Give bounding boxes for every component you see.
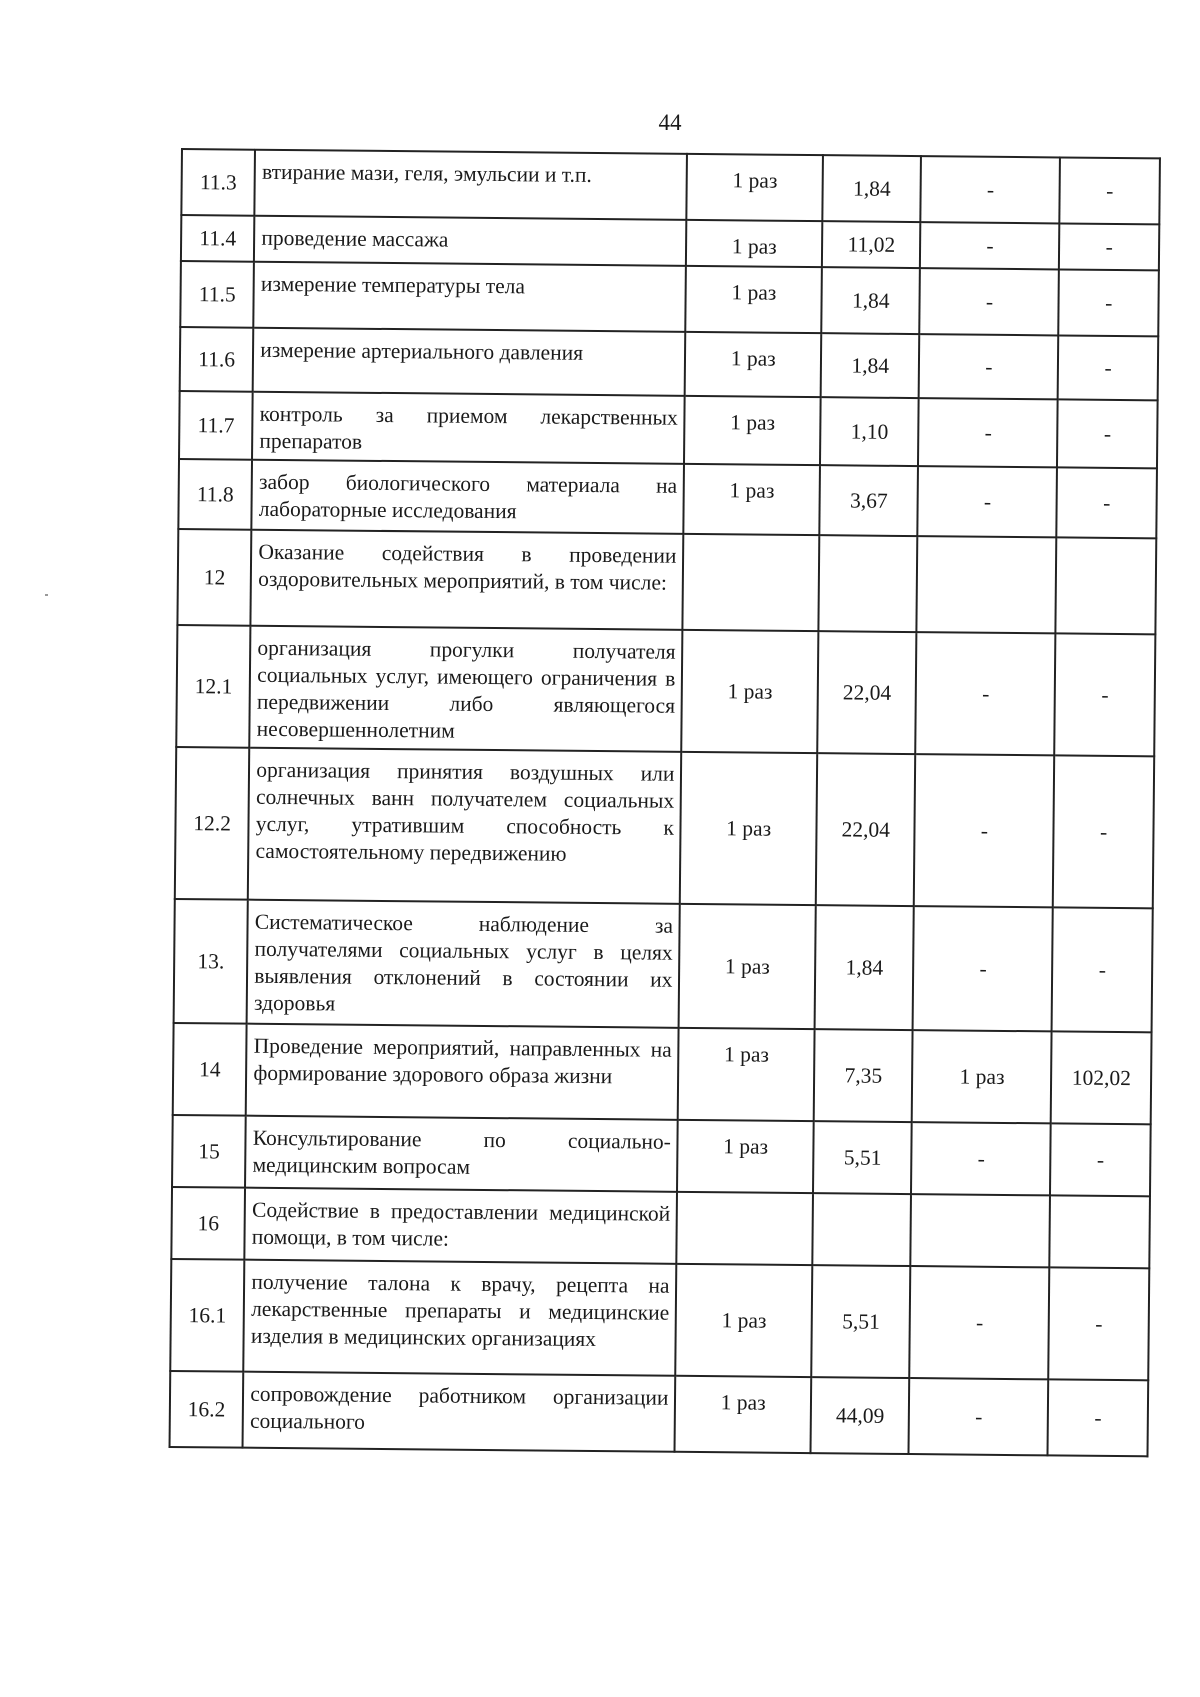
service-description-cell: организация принятия воздушных или солнечных ванн получателем социальных услуг, утратившим способность к самостоятельному передвижению [248,748,682,904]
frequency-cell: 1 раз [686,220,822,267]
secondary-frequency-cell: - [918,466,1058,537]
row-number-cell: 11.3 [181,149,255,216]
row-number-cell: 11.6 [180,327,254,392]
table-body [170,149,1160,1456]
tariff-value-cell: 1,84 [815,905,915,1030]
secondary-frequency-cell: - [913,906,1053,1031]
row-number-cell: 11.5 [180,261,254,328]
table-row [173,1023,1152,1124]
tariff-value-cell: 22,04 [816,753,916,906]
tariff-value-cell: 7,35 [814,1029,913,1122]
tariff-value-cell: 11,02 [822,221,921,268]
page-number: 44 [658,110,682,135]
service-description-cell: забор биологического материала на лабораторные исследования [252,460,685,534]
service-description-cell: проведение массажа [254,216,687,266]
tariff-value-cell: 1,84 [822,155,921,222]
row-number-cell: 16 [171,1187,245,1260]
service-description-cell: Содействие в предоставлении медицинской помощи, в том числе: [245,1188,678,1264]
service-description-cell: Консультирование по социально-медицинским вопросам [245,1116,678,1192]
secondary-value-cell: 102,02 [1051,1031,1151,1124]
frequency-cell: 1 раз [684,396,820,465]
table-row [172,1115,1151,1196]
row-number-cell: 12.2 [175,747,250,900]
secondary-value-cell: - [1055,633,1156,756]
secondary-frequency-cell: - [914,754,1054,907]
tariff-value-cell: 44,09 [811,1377,910,1454]
frequency-cell: 1 раз [680,752,817,905]
frequency-cell [683,534,820,631]
secondary-frequency-cell: - [919,334,1059,399]
frequency-cell [677,1192,813,1265]
table-row [178,459,1157,538]
tariff-value-cell: 1,84 [821,267,920,334]
service-description-cell: втирание мази, геля, эмульсии и т.п. [255,150,688,220]
service-description-cell: сопровождение работником организации социального [243,1372,676,1452]
frequency-cell: 1 раз [687,154,823,221]
service-description-cell: Проведение мероприятий, направленных на формирование здорового образа жизни [246,1024,679,1120]
secondary-value-cell: - [1057,399,1157,468]
frequency-cell: 1 раз [686,266,822,333]
frequency-cell: 1 раз [677,1120,813,1193]
services-tariff-table [169,148,1161,1457]
secondary-frequency-cell: - [921,156,1061,223]
frequency-cell: 1 раз [676,1264,813,1377]
table-row [177,529,1156,634]
service-description-cell: получение талона к врачу, рецепта на лекарственные препараты и медицинские изделия в медицинских организациях [244,1260,677,1376]
frequency-cell: 1 раз [682,630,819,753]
table-row [181,149,1160,224]
secondary-value-cell: - [1052,907,1153,1032]
service-description-cell: контроль за приемом лекарственных препаратов [252,392,685,464]
row-number-cell: 11.7 [179,391,253,460]
row-number-cell: 12 [177,529,251,626]
table-row [176,625,1155,756]
secondary-frequency-cell: - [911,1122,1051,1195]
secondary-value-cell: - [1049,1267,1150,1380]
secondary-frequency-cell: - [920,222,1059,269]
services-table-wrapper [169,148,1161,1457]
service-description-cell: измерение артериального давления [253,328,686,396]
secondary-frequency-cell: - [916,632,1056,755]
table-row [180,261,1159,336]
scan-speck [45,594,48,596]
secondary-frequency-cell: - [918,398,1058,467]
service-description-cell: организация прогулки получателя социальных услуг, имеющего ограничения в передвижении либо являющегося несовершеннолетним [250,626,683,752]
table-row [170,1259,1149,1380]
secondary-frequency-cell: - [920,268,1060,335]
secondary-frequency-cell: 1 раз [912,1030,1052,1123]
frequency-cell: 1 раз [678,1028,815,1121]
service-description-cell: измерение температуры тела [254,262,687,332]
secondary-value-cell: - [1050,1123,1150,1196]
secondary-frequency-cell [911,1194,1051,1267]
secondary-value-cell: - [1058,335,1158,400]
secondary-frequency-cell [917,536,1057,633]
frequency-cell: 1 раз [685,332,821,397]
secondary-value-cell: - [1060,157,1160,224]
row-number-cell: 11.4 [181,215,255,262]
table-row [171,1187,1150,1268]
secondary-frequency-cell: - [910,1266,1050,1379]
row-number-cell: 16.2 [170,1371,244,1448]
tariff-value-cell: 5,51 [813,1121,912,1194]
row-number-cell: 16.1 [170,1259,244,1372]
tariff-value-cell: 1,84 [821,333,920,398]
tariff-value-cell [818,535,917,632]
secondary-frequency-cell: - [909,1378,1049,1455]
table-row [179,391,1158,468]
row-number-cell: 11.8 [178,459,252,530]
table-row [175,747,1154,908]
secondary-value-cell: - [1057,467,1157,538]
row-number-cell: 13. [174,899,248,1024]
service-description-cell: Оказание содействия в проведении оздоровительных мероприятий, в том числе: [251,530,684,630]
tariff-value-cell: 1,10 [820,397,919,466]
row-number-cell: 14 [173,1023,247,1116]
tariff-value-cell [812,1193,911,1266]
table-row [174,899,1153,1032]
secondary-value-cell: - [1048,1379,1148,1456]
secondary-value-cell: - [1059,223,1159,270]
secondary-value-cell [1056,537,1157,634]
tariff-value-cell: 3,67 [819,465,918,536]
secondary-value-cell: - [1053,755,1154,908]
tariff-value-cell: 22,04 [817,631,917,754]
table-row [180,327,1159,400]
row-number-cell: 12.1 [176,625,250,748]
frequency-cell: 1 раз [675,1376,811,1453]
secondary-value-cell: - [1059,269,1159,336]
frequency-cell: 1 раз [684,464,820,535]
service-description-cell: Систематическое наблюдение за получателями социальных услуг в целях выявления отклонений в состоянии их здоровья [247,900,680,1028]
secondary-value-cell [1050,1195,1150,1268]
table-row [170,1371,1149,1456]
tariff-value-cell: 5,51 [811,1265,911,1378]
row-number-cell: 15 [172,1115,246,1188]
frequency-cell: 1 раз [679,904,816,1029]
